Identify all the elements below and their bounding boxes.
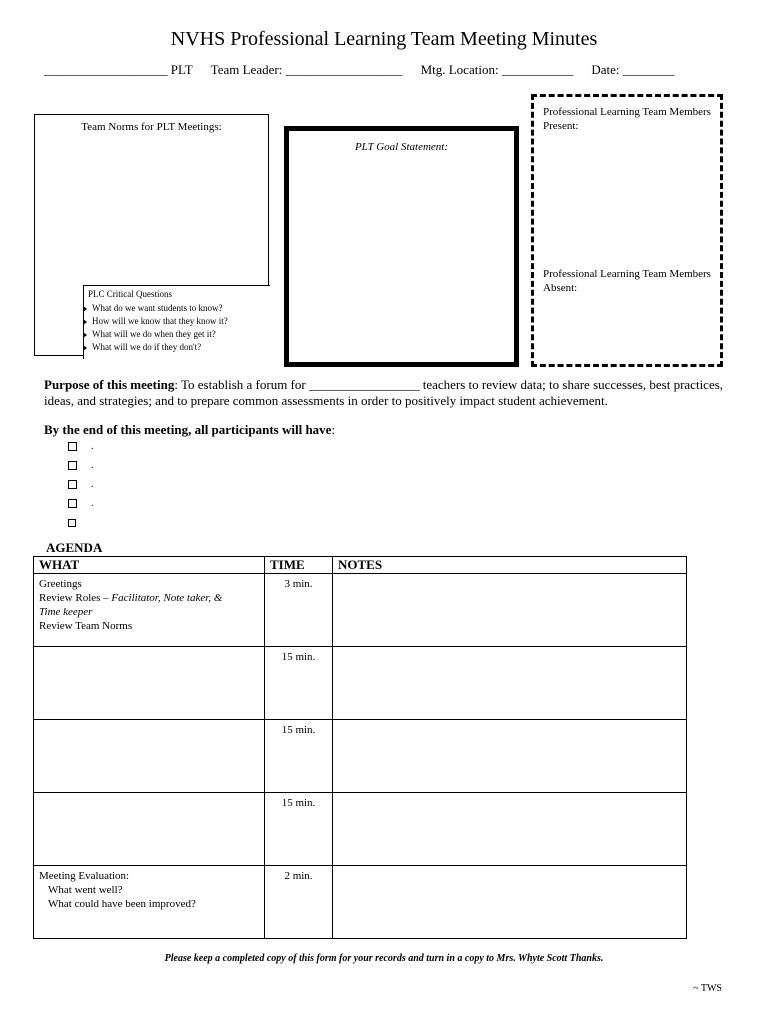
outcome-text: . xyxy=(91,498,94,509)
table-row xyxy=(34,720,687,793)
plt-field[interactable]: ___________________ PLT xyxy=(44,62,193,77)
plc-question: How will we know that they know it? xyxy=(88,315,266,328)
team-norms-box[interactable] xyxy=(34,114,269,356)
outcome-text: . xyxy=(91,479,94,490)
outcome-text: . xyxy=(91,460,94,471)
outcomes-heading-bold: By the end of this meeting, all participants will have xyxy=(44,422,332,437)
date-field[interactable]: Date: ________ xyxy=(591,62,675,77)
outcomes-list xyxy=(68,437,94,532)
plc-title: PLC Critical Questions xyxy=(88,289,172,299)
members-absent-label: Professional Learning Team Members Absent: xyxy=(543,268,711,294)
outcome-item xyxy=(68,494,94,513)
table-row xyxy=(34,793,687,866)
plc-questions-box xyxy=(83,285,270,359)
outcome-item xyxy=(68,437,94,456)
outcome-item xyxy=(68,475,94,494)
column-header-notes: NOTES xyxy=(333,557,687,574)
agenda-what-cell[interactable] xyxy=(34,647,265,720)
team-norms-label: Team Norms for PLT Meetings: xyxy=(81,121,222,133)
agenda-notes-cell[interactable] xyxy=(333,647,687,720)
team-leader-field[interactable]: Team Leader: __________________ xyxy=(210,62,403,77)
checkbox[interactable] xyxy=(68,461,77,470)
plc-question: What will we do when they get it? xyxy=(88,328,266,341)
agenda-header-row xyxy=(34,557,687,574)
checkbox[interactable] xyxy=(68,499,77,508)
agenda-what-cell[interactable] xyxy=(34,720,265,793)
members-present-label: Professional Learning Team Members Present: xyxy=(543,106,711,132)
agenda-what-cell[interactable] xyxy=(34,866,265,939)
signoff: ~ TWS xyxy=(693,983,722,994)
purpose-label: Purpose of this meeting xyxy=(44,377,175,392)
outcomes-heading-tail: : xyxy=(331,422,336,437)
table-row xyxy=(34,574,687,647)
location-field[interactable]: Mtg. Location: ___________ xyxy=(420,62,574,77)
purpose-paragraph xyxy=(44,377,734,409)
agenda-time-cell: 2 min. xyxy=(265,866,333,939)
plc-question: What will we do if they don't? xyxy=(88,341,266,354)
outcome-item xyxy=(68,456,94,475)
goal-statement-box[interactable] xyxy=(284,126,519,367)
agenda-item-text: Review Team Norms xyxy=(39,620,133,632)
checkbox[interactable] xyxy=(68,442,77,451)
agenda-notes-cell[interactable] xyxy=(333,574,687,647)
agenda-table xyxy=(33,556,687,939)
agenda-what-cell[interactable] xyxy=(34,793,265,866)
agenda-item-text: Meeting Evaluation: xyxy=(39,870,130,882)
agenda-what-cell[interactable] xyxy=(34,574,265,647)
agenda-item-text: What went well? xyxy=(48,884,123,896)
agenda-time-cell: 15 min. xyxy=(265,720,333,793)
purpose-text: : To establish a forum for _________________ teachers to review data; to share successes, best practices, ideas, and strategies; and to prepare common assessments in order to positively impact student achievement. xyxy=(44,377,724,408)
agenda-item-text: Time keeper xyxy=(39,606,93,618)
members-box[interactable] xyxy=(531,94,723,367)
outcomes-heading xyxy=(44,422,335,438)
agenda-item-text: Review Roles – Facilitator, Note taker, & xyxy=(39,592,223,604)
column-header-what: WHAT xyxy=(34,557,265,574)
agenda-title: AGENDA xyxy=(46,540,103,555)
table-row xyxy=(34,866,687,939)
agenda-notes-cell[interactable] xyxy=(333,793,687,866)
goal-statement-label: PLT Goal Statement: xyxy=(354,141,449,153)
agenda-time-cell: 3 min. xyxy=(265,574,333,647)
agenda-item-text: Greetings xyxy=(39,578,82,590)
table-row xyxy=(34,647,687,720)
plc-question: What do we want students to know? xyxy=(88,302,266,315)
agenda-item-text: What could have been improved? xyxy=(48,898,196,910)
outcome-text: . xyxy=(91,441,94,452)
column-header-time: TIME xyxy=(265,557,333,574)
outcome-item xyxy=(68,513,94,532)
checkbox[interactable] xyxy=(68,480,77,489)
checkbox[interactable] xyxy=(68,519,76,527)
agenda-time-cell: 15 min. xyxy=(265,793,333,866)
agenda-time-cell: 15 min. xyxy=(265,647,333,720)
agenda-notes-cell[interactable] xyxy=(333,866,687,939)
footer-note: Please keep a completed copy of this form for your records and turn in a copy to Mrs. Whyte Scott Thanks. xyxy=(164,953,604,964)
header-fields xyxy=(44,62,724,78)
agenda-notes-cell[interactable] xyxy=(333,720,687,793)
page-title: NVHS Professional Learning Team Meeting Minutes xyxy=(170,28,598,50)
